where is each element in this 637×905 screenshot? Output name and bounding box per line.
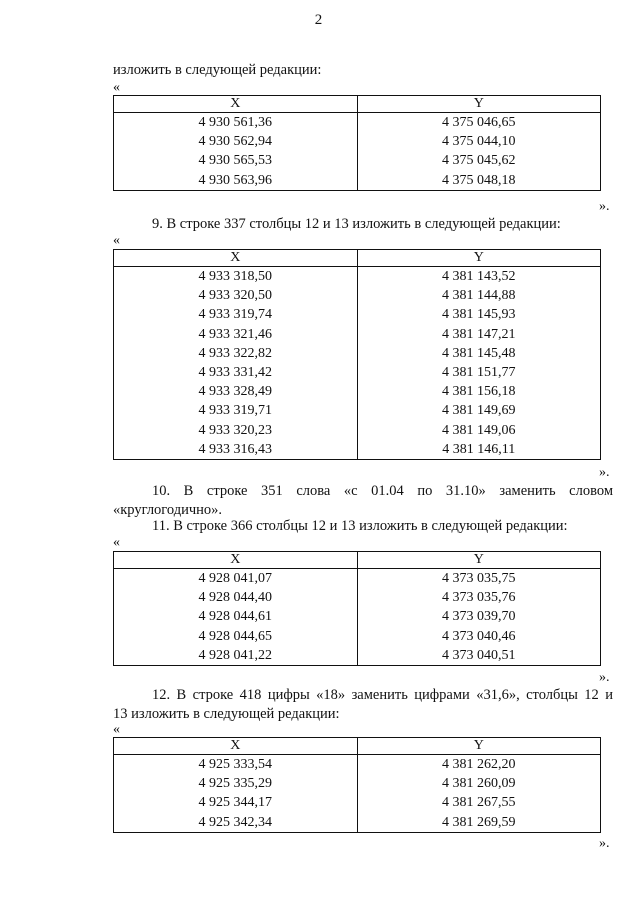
cell-x: 4 933 316,43 bbox=[114, 440, 358, 460]
column-header-y: Y bbox=[357, 552, 601, 569]
close-quote: ». bbox=[599, 670, 610, 685]
cell-x: 4 925 342,34 bbox=[114, 813, 358, 833]
column-header-x: X bbox=[114, 96, 358, 113]
table-row bbox=[114, 363, 601, 382]
item-9-text: 9. В строке 337 столбцы 12 и 13 изложить в следующей редакции: bbox=[152, 216, 561, 232]
cell-y: 4 381 262,20 bbox=[357, 755, 601, 775]
column-header-y: Y bbox=[357, 96, 601, 113]
cell-x: 4 928 044,61 bbox=[114, 607, 358, 626]
item-10-line-2: «круглогодично». bbox=[113, 502, 223, 518]
cell-y: 4 373 040,51 bbox=[357, 646, 601, 666]
column-header-y: Y bbox=[357, 250, 601, 267]
cell-y: 4 381 149,69 bbox=[357, 401, 601, 420]
cell-x: 4 925 344,17 bbox=[114, 793, 358, 812]
table-row bbox=[114, 793, 601, 812]
item-11-text: 11. В строке 366 столбцы 12 и 13 изложить в следующей редакции: bbox=[152, 518, 568, 534]
coordinates-table-3 bbox=[113, 551, 601, 666]
item-10-text bbox=[113, 482, 613, 520]
cell-y: 4 375 048,18 bbox=[357, 171, 601, 191]
item-12-text bbox=[113, 686, 613, 724]
cell-y: 4 381 147,21 bbox=[357, 325, 601, 344]
table-row bbox=[114, 774, 601, 793]
cell-x: 4 930 565,53 bbox=[114, 151, 358, 170]
cell-y: 4 375 046,65 bbox=[357, 113, 601, 133]
table-row bbox=[114, 171, 601, 191]
cell-y: 4 381 144,88 bbox=[357, 286, 601, 305]
cell-x: 4 930 562,94 bbox=[114, 132, 358, 151]
cell-x: 4 925 333,54 bbox=[114, 755, 358, 775]
cell-y: 4 381 145,48 bbox=[357, 344, 601, 363]
table-row bbox=[114, 421, 601, 440]
open-quote: « bbox=[113, 80, 120, 95]
coordinates-table-2 bbox=[113, 249, 601, 460]
close-quote: ». bbox=[599, 836, 610, 851]
cell-y: 4 381 269,59 bbox=[357, 813, 601, 833]
cell-y: 4 381 156,18 bbox=[357, 382, 601, 401]
cell-x: 4 933 318,50 bbox=[114, 267, 358, 287]
coordinates-table-1 bbox=[113, 95, 601, 191]
cell-y: 4 381 145,93 bbox=[357, 305, 601, 324]
intro-line: изложить в следующей редакции: bbox=[113, 62, 322, 78]
table-row bbox=[114, 267, 601, 287]
cell-y: 4 373 035,76 bbox=[357, 588, 601, 607]
cell-x: 4 933 328,49 bbox=[114, 382, 358, 401]
cell-x: 4 933 321,46 bbox=[114, 325, 358, 344]
cell-x: 4 933 322,82 bbox=[114, 344, 358, 363]
table-row bbox=[114, 646, 601, 666]
table-row bbox=[114, 151, 601, 170]
cell-y: 4 381 260,09 bbox=[357, 774, 601, 793]
cell-y: 4 375 044,10 bbox=[357, 132, 601, 151]
cell-x: 4 928 041,22 bbox=[114, 646, 358, 666]
table-row bbox=[114, 286, 601, 305]
table-row bbox=[114, 113, 601, 133]
cell-x: 4 933 331,42 bbox=[114, 363, 358, 382]
close-quote: ». bbox=[599, 199, 610, 214]
close-quote: ». bbox=[599, 465, 610, 480]
cell-y: 4 373 039,70 bbox=[357, 607, 601, 626]
open-quote: « bbox=[113, 233, 120, 248]
cell-y: 4 373 035,75 bbox=[357, 569, 601, 589]
cell-x: 4 933 319,71 bbox=[114, 401, 358, 420]
table-row bbox=[114, 401, 601, 420]
item-12-line-2: 13 изложить в следующей редакции: bbox=[113, 706, 340, 722]
table-row bbox=[114, 325, 601, 344]
cell-x: 4 930 561,36 bbox=[114, 113, 358, 133]
page-number: 2 bbox=[314, 12, 323, 28]
cell-y: 4 381 146,11 bbox=[357, 440, 601, 460]
cell-y: 4 381 151,77 bbox=[357, 363, 601, 382]
table-row bbox=[114, 344, 601, 363]
column-header-x: X bbox=[114, 250, 358, 267]
table-row bbox=[114, 132, 601, 151]
column-header-x: X bbox=[114, 738, 358, 755]
open-quote: « bbox=[113, 535, 120, 550]
coordinates-table-4 bbox=[113, 737, 601, 833]
cell-x: 4 928 044,40 bbox=[114, 588, 358, 607]
table-row bbox=[114, 813, 601, 833]
table-row bbox=[114, 440, 601, 460]
column-header-x: X bbox=[114, 552, 358, 569]
cell-x: 4 933 320,50 bbox=[114, 286, 358, 305]
cell-x: 4 928 041,07 bbox=[114, 569, 358, 589]
cell-y: 4 381 143,52 bbox=[357, 267, 601, 287]
item-12-line-1: 12. В строке 418 цифры «18» заменить цифрами «31,6», столбцы 12 и bbox=[152, 687, 613, 703]
table-row bbox=[114, 305, 601, 324]
cell-x: 4 925 335,29 bbox=[114, 774, 358, 793]
cell-y: 4 375 045,62 bbox=[357, 151, 601, 170]
open-quote: « bbox=[113, 722, 120, 737]
cell-x: 4 933 320,23 bbox=[114, 421, 358, 440]
table-row bbox=[114, 382, 601, 401]
cell-x: 4 933 319,74 bbox=[114, 305, 358, 324]
table-row bbox=[114, 588, 601, 607]
cell-y: 4 373 040,46 bbox=[357, 627, 601, 646]
table-row bbox=[114, 627, 601, 646]
table-row bbox=[114, 607, 601, 626]
column-header-y: Y bbox=[357, 738, 601, 755]
cell-y: 4 381 267,55 bbox=[357, 793, 601, 812]
cell-y: 4 381 149,06 bbox=[357, 421, 601, 440]
item-10-line-1: 10. В строке 351 слова «с 01.04 по 31.10» заменить словом bbox=[152, 483, 613, 499]
cell-x: 4 928 044,65 bbox=[114, 627, 358, 646]
table-row bbox=[114, 755, 601, 775]
table-row bbox=[114, 569, 601, 589]
cell-x: 4 930 563,96 bbox=[114, 171, 358, 191]
